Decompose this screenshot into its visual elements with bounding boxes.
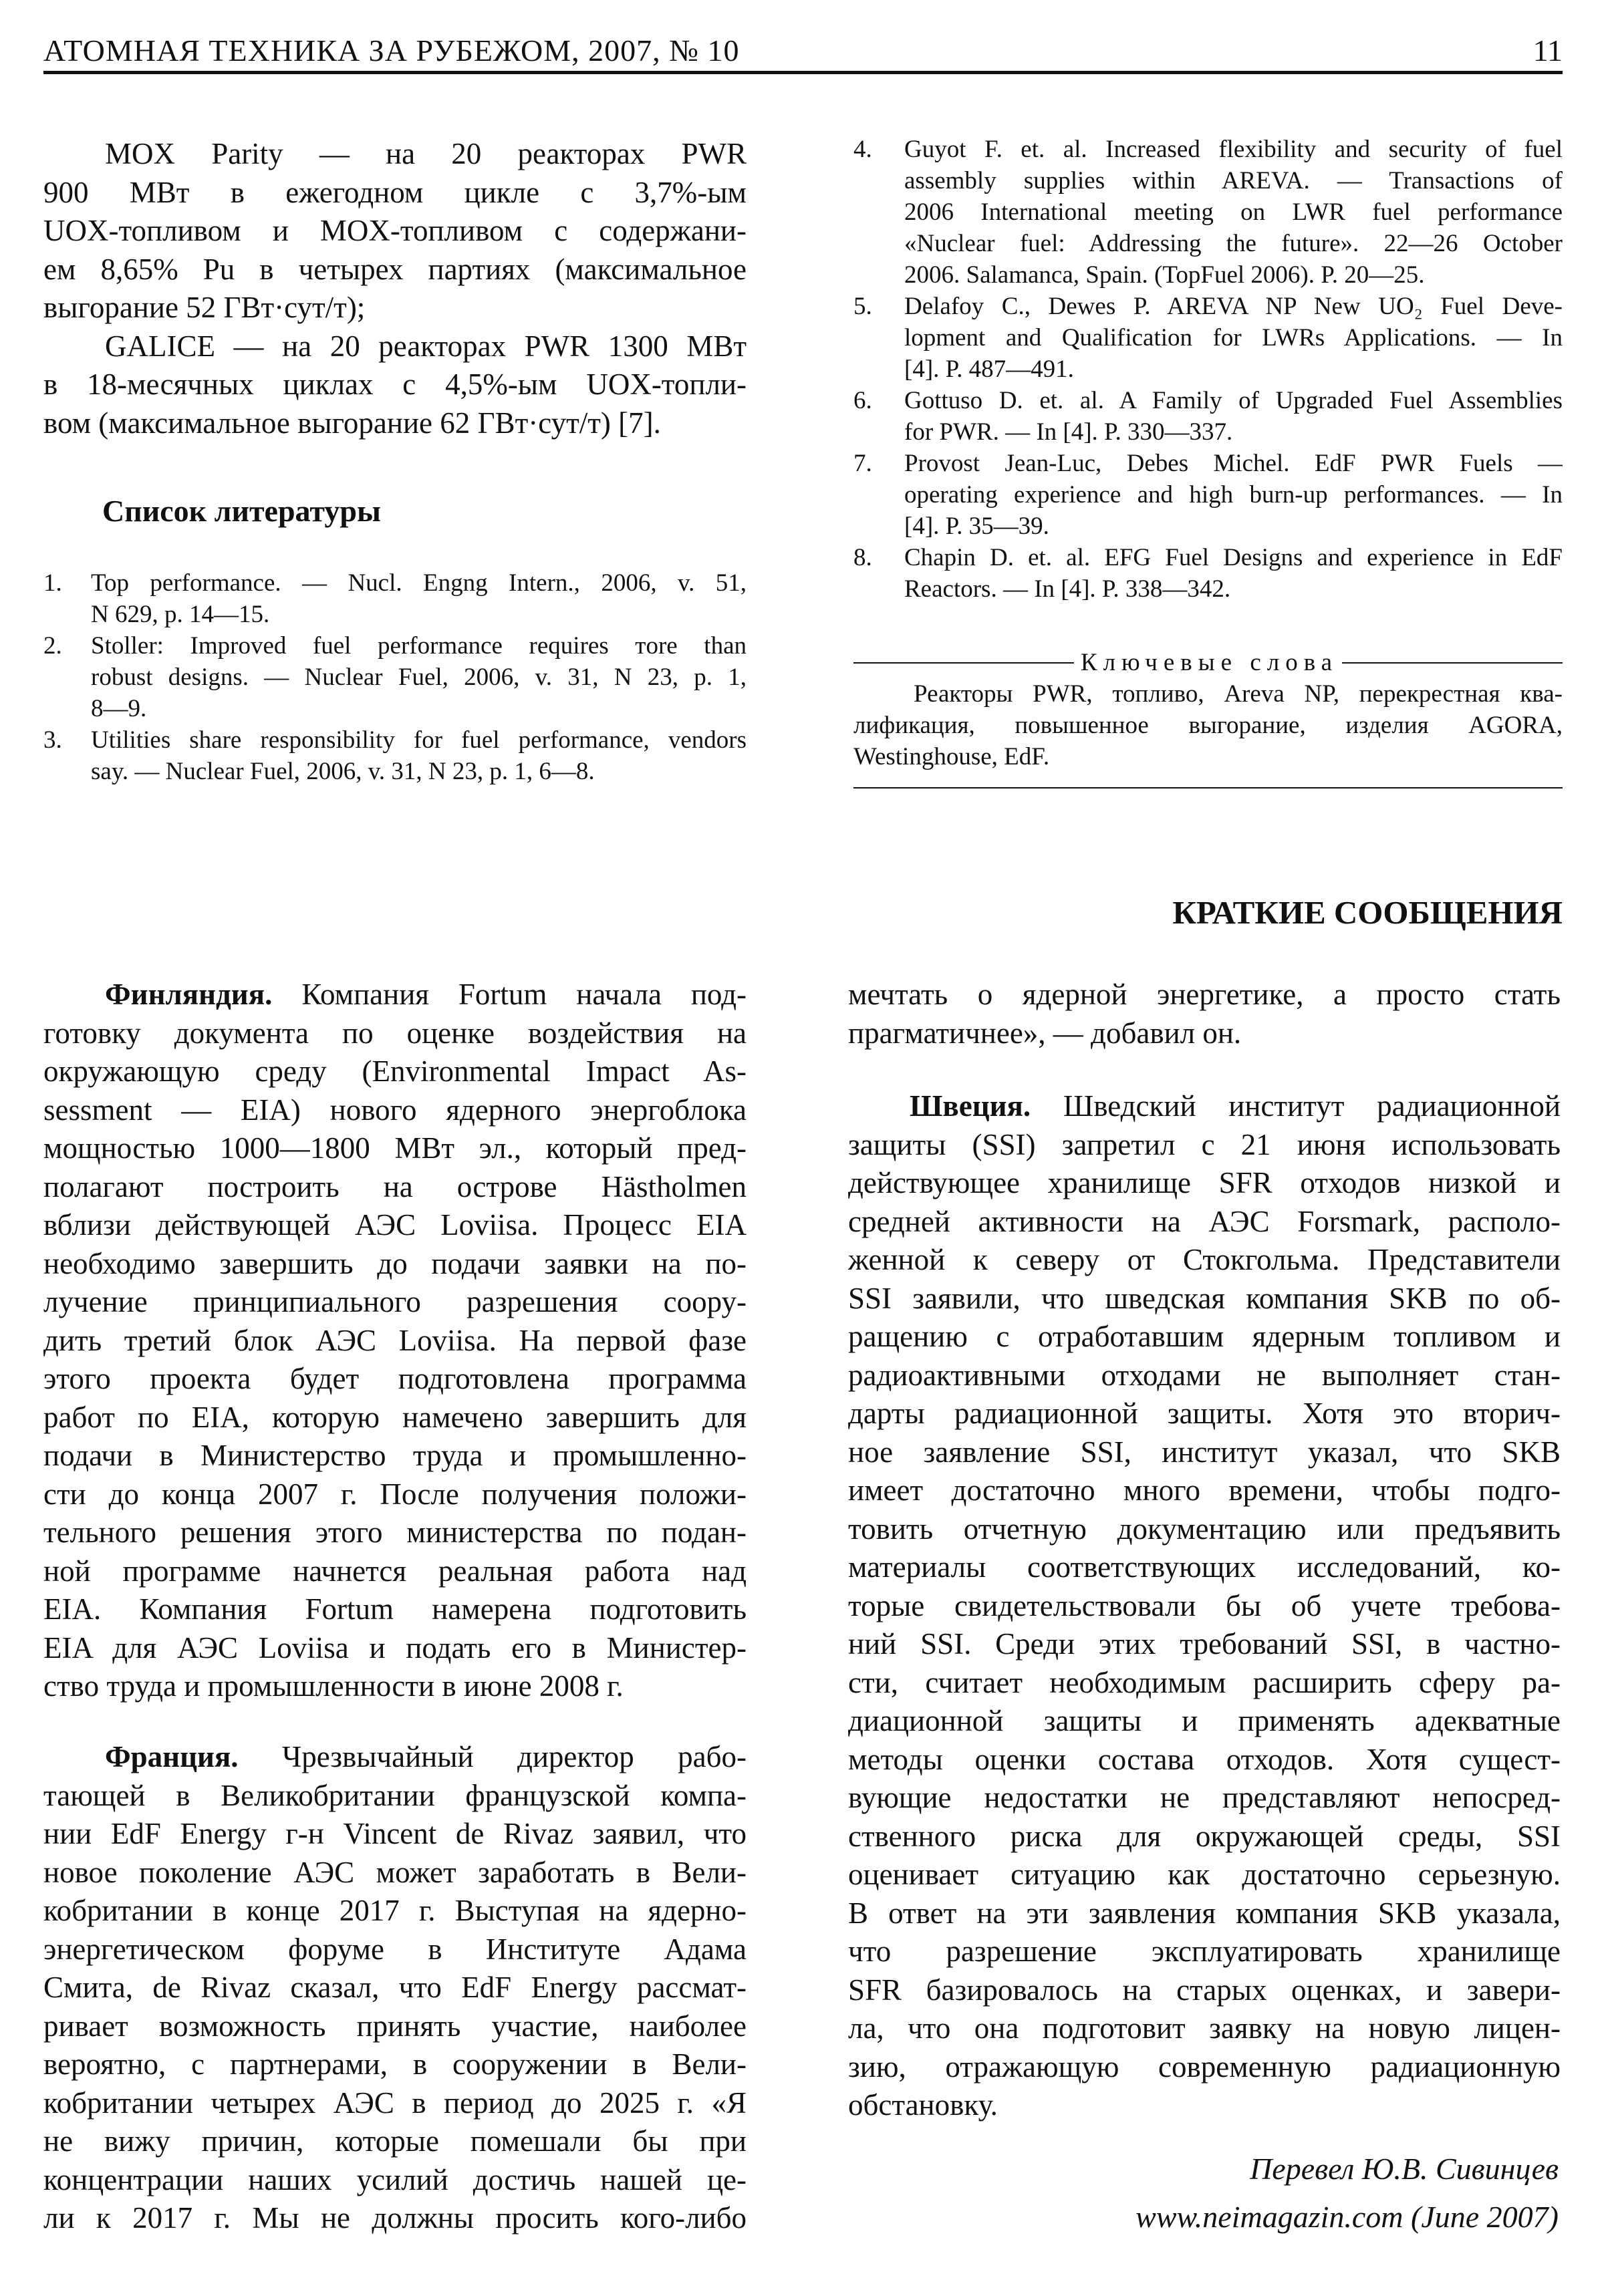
- text-line: действующее хранилище SFR отходов низкой и: [848, 1166, 1561, 1199]
- text-line: тельного решения этого министерства по подан-: [43, 1516, 747, 1549]
- news-country-lead: Франция.: [105, 1740, 239, 1773]
- text-line: имеет достаточно много времени, чтобы подго-: [848, 1473, 1561, 1507]
- text-line: ли к 2017 г. Мы не должны просить кого-либо: [43, 2201, 747, 2235]
- reference-item: [853, 385, 1563, 448]
- text-line: обстановку.: [848, 2088, 998, 2122]
- text-line: вом (максимальное выгорание 62 ГВт·сут/т) [7].: [43, 406, 661, 440]
- reference-item: [853, 291, 1563, 385]
- text-line: кобритании в конце 2017 г. Выступая на ядерно-: [43, 1894, 747, 1927]
- text-line: sessment — EIA) нового ядерного энергоблока: [43, 1093, 747, 1127]
- text-line: не вижу причин, которые помешали бы при: [43, 2124, 747, 2158]
- text-line: Stoller: Improved fuel performance requires тore than: [91, 632, 747, 660]
- text-line: Смита, de Rivaz сказал, что EdF Energy рассмат-: [43, 1971, 747, 2004]
- text-line: товить отчетную документацию или предъявить: [848, 1512, 1561, 1546]
- text-line: ственного риска для окружающей среды, SSI: [848, 1819, 1561, 1853]
- reference-number: 6.: [853, 387, 872, 414]
- page-number: 11: [1532, 33, 1563, 67]
- reference-item: [43, 567, 747, 630]
- text-line: защиты (SSI) запретил с 21 июня использовать: [848, 1127, 1561, 1161]
- text-line: женной к северу от Стокгольма. Представители: [848, 1243, 1561, 1276]
- text-line: Reactors. — In [4]. P. 338—342.: [904, 575, 1231, 603]
- divider: [1342, 662, 1563, 664]
- text-line: 8—9.: [91, 695, 147, 722]
- text-line: say. — Nuclear Fuel, 2006, v. 31, N 23, p. 1, 6—8.: [91, 758, 595, 785]
- text-line: зию, отражающую современную радиационную: [848, 2049, 1561, 2084]
- text-line: Guyot F. et. al. Increased flexibility and security of fuel: [904, 136, 1563, 163]
- text-line: 2006 International meeting on LWR fuel performance: [904, 198, 1563, 226]
- text-line: вблизи действующей АЭС Loviisa. Процесс EIA: [43, 1208, 747, 1242]
- text-line: ной программе начнется реальная работа над: [43, 1554, 747, 1588]
- text-line: нии EdF Energy г-н Vincent de Rivaz заявил, что: [43, 1817, 747, 1850]
- reference-number: 8.: [853, 544, 872, 571]
- text-line: сти до конца 2007 г. После получения положи-: [43, 1477, 747, 1511]
- text-line: торые свидетельствовали бы об учете требова-: [848, 1588, 1561, 1622]
- text-line: ла, что она подготовит заявку на новую лицен-: [848, 2011, 1561, 2045]
- text-line: MOX Parity — на 20 реакторах PWR: [105, 137, 747, 170]
- text-line: сти, считает необходимым расширить сферу ра-: [848, 1665, 1561, 1699]
- text-line: мечтать о ядерной энергетике, а просто стать: [848, 978, 1561, 1011]
- text-line: диационной защиты и применять адекватные: [848, 1704, 1561, 1737]
- text-line: окружающую среду (Environmental Impact As-: [43, 1054, 747, 1088]
- text-line: мощностью 1000—1800 МВт эл., который пред-: [43, 1131, 747, 1165]
- text-line: методы оценки состава отходов. Хотя сущест-: [848, 1742, 1561, 1776]
- reference-item: [43, 630, 747, 724]
- news-sweden: [848, 1087, 1561, 2125]
- text-line: полагают построить на острове Hästholmen: [43, 1169, 747, 1203]
- references-list-right: [853, 134, 1563, 605]
- news-france-continued: [848, 976, 1561, 1052]
- text-line: материалы соответствующих исследований, ко-: [848, 1550, 1561, 1584]
- text-line: Delafoy C., Dewes P. AREVA NP New UO₂ Fuel Deve-: [904, 293, 1563, 320]
- text-line: EIA для АЭС Loviisa и подать его в Министер-: [43, 1630, 747, 1665]
- divider: [853, 787, 1563, 788]
- translator-credit: Перевел Ю.В. Сивинцев: [1250, 2152, 1559, 2186]
- intro-text: [43, 135, 747, 442]
- text-line: [4]. P. 487—491.: [904, 355, 1074, 383]
- reference-number: 1.: [43, 569, 62, 597]
- reference-number: 7.: [853, 450, 872, 477]
- reference-item: [853, 134, 1563, 291]
- text-line: robust designs. — Nuclear Fuel, 2006, v. 31, N 23, p. 1,: [91, 664, 747, 691]
- section-title: КРАТКИЕ СООБЩЕНИЯ: [1172, 894, 1563, 931]
- text-line: Provost Jean-Luc, Debes Michel. EdF PWR Fuels —: [904, 450, 1563, 477]
- header-rule: [43, 71, 1563, 74]
- text-line: концентрации наших усилий достичь нашей це-: [43, 2162, 747, 2196]
- text-line: энергетическом форуме в Институте Адама: [43, 1932, 747, 1966]
- text-line: Швеция. Шведский институт радиационной: [910, 1089, 1561, 1123]
- text-line: Франция. Чрезвычайный директор рабо-: [105, 1740, 747, 1773]
- text-line: дить третий блок АЭС Loviisa. На первой фазе: [43, 1323, 747, 1357]
- reference-number: 2.: [43, 632, 62, 660]
- reference-number: 4.: [853, 136, 872, 163]
- text-line: средней активности на АЭС Forsmark, располо-: [848, 1204, 1561, 1238]
- paragraph: [43, 327, 747, 443]
- text-line: N 629, p. 14—15.: [91, 601, 270, 628]
- text-line: дарты радиационной защиты. Хотя это вторич-: [848, 1397, 1561, 1430]
- text-line: ное заявление SSI, институт указал, что SKB: [848, 1435, 1561, 1469]
- text-line: 2006. Salamanca, Spain. (TopFuel 2006). P. 20—25.: [904, 261, 1425, 289]
- text-line: Chapin D. et. al. EFG Fuel Designs and experience in EdF: [904, 544, 1563, 571]
- news-france: [43, 1738, 747, 2238]
- reference-item: [853, 448, 1563, 542]
- text-line: необходимо завершить до подачи заявки на по-: [43, 1246, 747, 1280]
- text-line: Финляндия. Компания Fortum начала под-: [105, 978, 747, 1011]
- text-line: EIA. Компания Fortum намерена подготовить: [43, 1592, 747, 1626]
- text-line: GALICE — на 20 реакторах PWR 1300 МВт: [105, 329, 747, 363]
- text-line: Westinghouse, EdF.: [853, 743, 1050, 770]
- text-line: SSI заявили, что шведская компания SKB по об-: [848, 1281, 1561, 1315]
- keywords-label: Ключевые слова: [1080, 649, 1339, 676]
- references-list-left: [43, 567, 747, 787]
- source-credit: www.neimagazin.com (June 2007): [1135, 2200, 1559, 2234]
- text-line: ращению с отработавшим ядерным топливом и: [848, 1320, 1561, 1353]
- text-line: Gottuso D. et. al. A Family of Upgraded Fuel Assemblies: [904, 387, 1563, 414]
- text-line: lopment and Qualification for LWRs Applications. — In: [904, 324, 1563, 351]
- news-country-lead: Финляндия.: [105, 978, 273, 1011]
- paragraph: [43, 135, 747, 327]
- text-line: новое поколение АЭС может заработать в Вели-: [43, 1855, 747, 1889]
- text-line: operating experience and high burn-up performances. — In: [904, 481, 1563, 509]
- text-line: радиоактивными отходами не выполняет стан-: [848, 1358, 1561, 1392]
- news-country-lead: Швеция.: [910, 1089, 1031, 1123]
- text-line: ривает возможность принять участие, наиболее: [43, 2009, 747, 2043]
- text-line: кобритании четырех АЭС в период до 2025 г. «Я: [43, 2086, 747, 2120]
- text-line: [4]. P. 35—39.: [904, 513, 1049, 540]
- text-line: for PWR. — In [4]. P. 330—337.: [904, 418, 1233, 446]
- text-line: ний SSI. Среди этих требований SSI, в частно-: [848, 1627, 1561, 1661]
- text-line: этого проекта будет подготовлена программа: [43, 1362, 747, 1395]
- text-line: В ответ на эти заявления компания SKB указала,: [848, 1896, 1561, 1930]
- text-line: в 18-месячных циклах с 4,5%-ым UOX-топли-: [43, 368, 747, 401]
- text-line: работ по EIA, которую намечено завершить для: [43, 1400, 747, 1434]
- text-line: лучение принципиального разрешения соору-: [43, 1285, 747, 1318]
- text-line: ем 8,65% Pu в четырех партиях (максимальное: [43, 252, 747, 286]
- text-line: вероятно, с партнерами, в сооружении в Вели-: [43, 2047, 747, 2081]
- references-heading: Список литературы: [102, 494, 381, 528]
- text-line: SFR базировалось на старых оценках, и завери-: [848, 1973, 1561, 2007]
- keywords-heading: [853, 647, 1563, 678]
- text-line: что разрешение эксплуатировать хранилище: [848, 1934, 1561, 1968]
- journal-title: АТОМНАЯ ТЕХНИКА ЗА РУБЕЖОМ, 2007, № 10: [43, 33, 740, 67]
- text-line: Top performance. — Nucl. Engng Intern., 2006, v. 51,: [91, 569, 747, 597]
- text-line: готовку документа по оценке воздействия на: [43, 1016, 747, 1050]
- text-line: UOX-топливом и MOX-топливом с содержани-: [43, 214, 747, 247]
- text-line: прагматичнее», — добавил он.: [848, 1016, 1242, 1050]
- reference-number: 3.: [43, 726, 62, 754]
- text-line: «Nuclear fuel: Addressing the future». 22—26 October: [904, 230, 1563, 257]
- text-line: Utilities share responsibility for fuel performance, vendors: [91, 726, 747, 754]
- divider: [853, 662, 1074, 664]
- text-line: подачи в Министерство труда и промышленно-: [43, 1439, 747, 1472]
- reference-item: [43, 724, 747, 787]
- reference-item: [853, 542, 1563, 605]
- text-line: лификация, повышенное выгорание, изделия AGORA,: [853, 712, 1563, 739]
- reference-number: 5.: [853, 293, 872, 320]
- text-line: 900 МВт в ежегодном цикле с 3,7%-ым: [43, 175, 747, 209]
- text-line: тающей в Великобритании французской компа-: [43, 1778, 747, 1812]
- text-line: assembly supplies within AREVA. — Transactions of: [904, 167, 1563, 194]
- news-finland: [43, 976, 747, 1706]
- text-line: Реакторы PWR, топливо, Areva NP, перекрестная ква-: [914, 680, 1563, 708]
- text-line: вующие недостатки не представляют непосред-: [848, 1781, 1561, 1814]
- text-line: ство труда и промышленности в июне 2008 г.: [43, 1669, 624, 1703]
- text-line: выгорание 52 ГВт·сут/т);: [43, 291, 366, 324]
- keywords-text: [853, 678, 1563, 772]
- text-line: оценивает ситуацию как достаточно серьезную.: [848, 1858, 1561, 1891]
